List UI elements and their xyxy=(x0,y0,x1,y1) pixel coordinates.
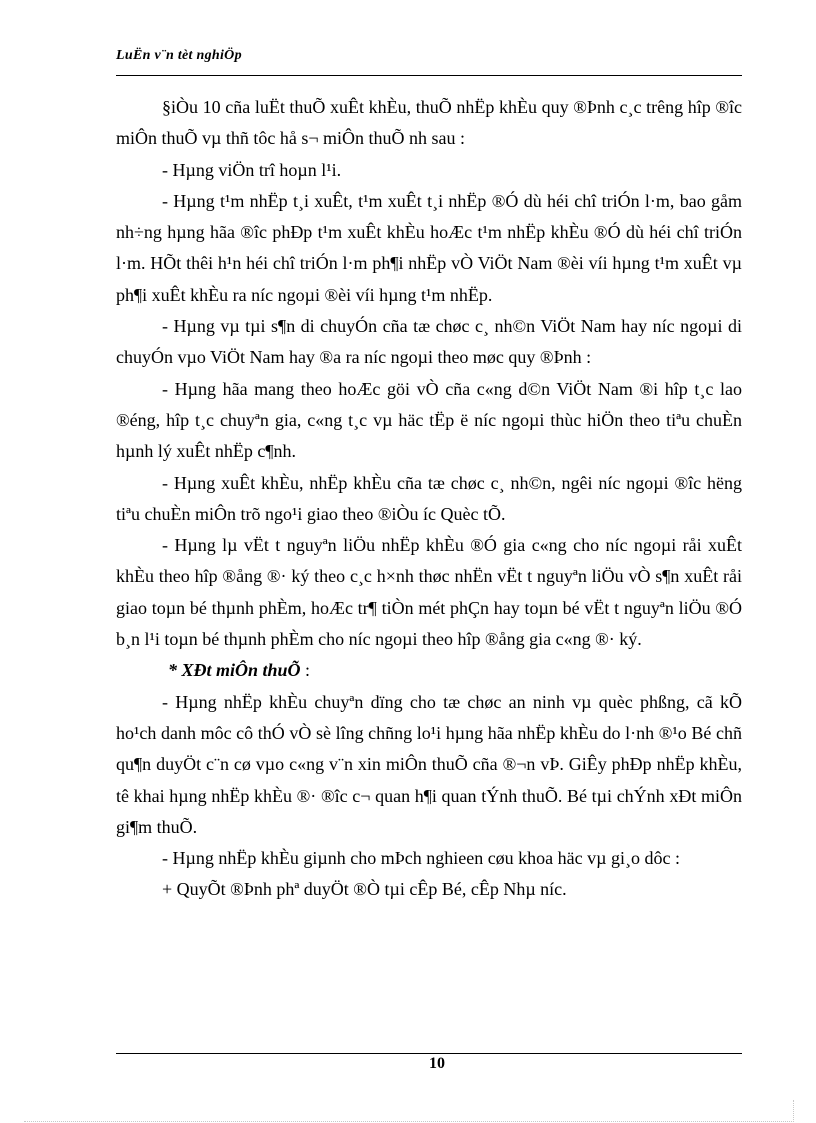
section-heading xyxy=(116,655,742,686)
page-number: 10 xyxy=(429,1055,445,1072)
section-heading-label: * XÐt miÔn thuÕ xyxy=(168,660,301,681)
footer-divider xyxy=(116,1053,742,1054)
page-edge-dotted-line xyxy=(24,1121,794,1122)
section-heading-suffix: : xyxy=(300,660,311,681)
running-header: LuËn v¨n tèt nghiÖp xyxy=(116,48,242,63)
header-divider xyxy=(116,75,742,76)
paragraph-temporary-import-export: - Hµng t¹m nhËp t¸i xuÊt, t¹m xuÊt t¸i nhËp ®Ó dù héi chî triÓn l·m, bao gåm nh÷ng hµng hãa ®îc phÐp t¹m xuÊt khÈu hoÆc t¹m nhËp khÈu ®Ó dù héi chî triÓn l·m. HÕt thêi h¹n héi chî triÓn l·m ph¶i nhËp vÒ ViÖt Nam ®èi víi hµng t¹m xuÊt vµ ph¶i xuÊt khÈu ra níc ngoµi ®èi víi hµng t¹m nhËp. xyxy=(116,190,742,305)
paragraph-diplomatic-goods: - Hµng xuÊt khÈu, nhËp khÈu cña tæ chøc c¸ nh©n, ngêi níc ngoµi ®îc hëng tiªu chuÈn miÔn trõ ngo¹i giao theo ®iÒu íc Quèc tÕ. xyxy=(116,472,742,524)
paragraph-security-defense: - Hµng nhËp khÈu chuyªn dïng cho tæ chøc an ninh vµ quèc phßng, cã kÕ ho¹ch danh môc cô thÓ vÒ sè lîng chñng lo¹i hµng hãa nhËp khÈu do l·nh ®¹o Bé chñ qu¶n duyÖt c¨n cø vµo c«ng v¨n xin miÔn thuÕ cña ®¬n vÞ. GiÊy phÐp nhËp khÈu, tê khai hµng nhËp khÈu ®· ®îc c¬ quan h¶i quan tÝnh thuÕ. Bé tµi chÝnh xÐt miÔn gi¶m thuÕ. xyxy=(116,691,742,837)
paragraph-aid-goods: - Hµng viÖn trî hoµn l¹i. xyxy=(162,159,342,180)
paragraph-relocated-assets: - Hµng vµ tµi s¶n di chuyÓn cña tæ chøc c¸ nh©n ViÖt Nam hay níc ngoµi di chuyÓn vµo ViÖt Nam hay ®a ra níc ngoµi theo møc quy ®Þnh : xyxy=(116,316,742,368)
page-edge-side-dots xyxy=(793,1100,794,1122)
document-body xyxy=(116,92,742,906)
paragraph-processing-materials: - Hµng lµ vËt t nguyªn liÖu nhËp khÈu ®Ó gia c«ng cho níc ngoµi råi xuÊt khÈu theo hîp ®ång ®· ký theo c¸c h×nh thøc nhËn vËt t nguyªn liÖu vÒ s¶n xuÊt råi giao toµn bé thµnh phÈm, hoÆc tr¶ tiÒn mét phÇn hay toµn bé vËt t nguyªn liÖu ®Ó b¸n l¹i toµn bé thµnh phÈm cho níc ngoµi theo hîp ®ång gia c«ng ®· ký. xyxy=(116,535,742,650)
paragraph-article-10: §iÒu 10 cña luËt thuÕ xuÊt khÈu, thuÕ nhËp khÈu quy ®Þnh c¸c trêng hîp ®îc miÔn thuÕ vµ thñ tôc hå s¬ miÔn thuÕ nh sau : xyxy=(116,97,742,149)
paragraph-personal-goods: - Hµng hãa mang theo hoÆc göi vÒ cña c«ng d©n ViÖt Nam ®i hîp t¸c lao ®éng, hîp t¸c chuyªn gia, c«ng t¸c vµ häc tËp ë níc ngoµi thùc hiÖn theo tiªu chuÈn hµnh lý xuÊt nhËp c¶nh. xyxy=(116,378,742,462)
paragraph-research-education: - Hµng nhËp khÈu giµnh cho mÞch nghieen cøu khoa häc vµ gi¸o dôc : xyxy=(162,848,681,869)
paragraph-approval-decision: + QuyÕt ®Þnh phª duyÖt ®Ò tµi cÊp Bé, cÊp Nhµ níc. xyxy=(162,879,567,900)
